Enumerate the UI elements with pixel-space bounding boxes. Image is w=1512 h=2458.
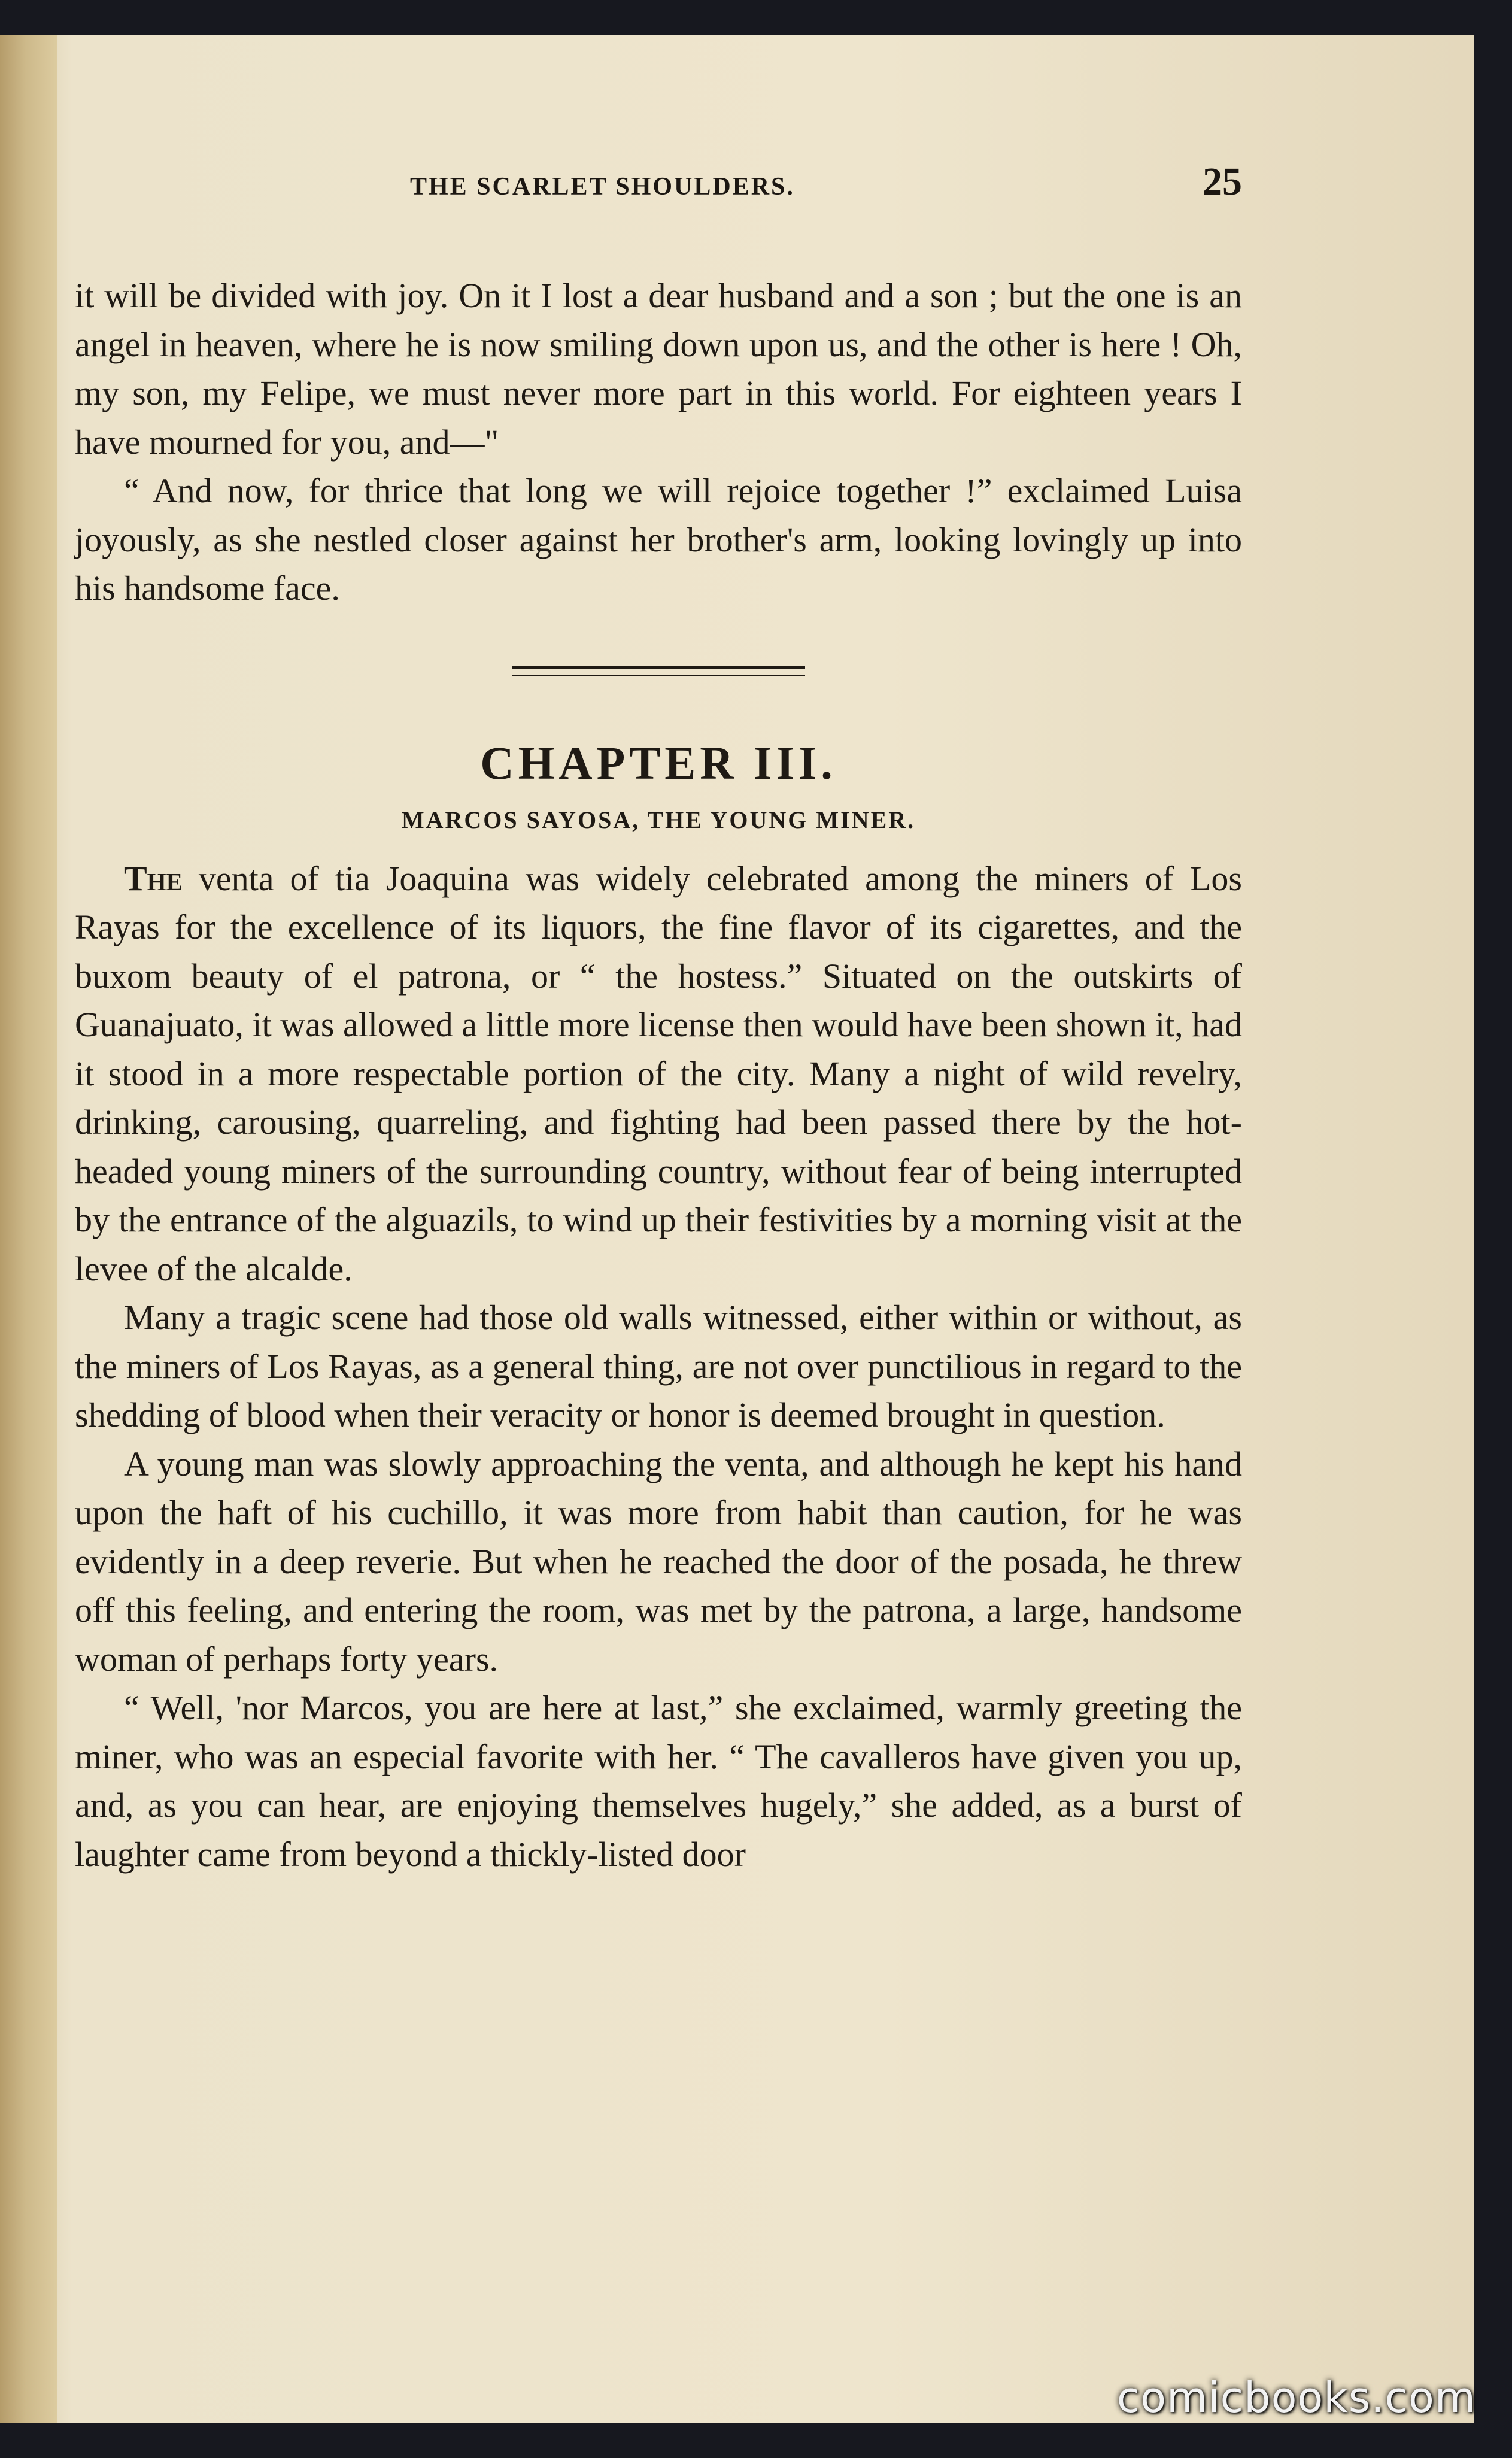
lead-word: The — [124, 858, 183, 898]
body-text — [75, 271, 1242, 1879]
section-divider-rule — [512, 666, 805, 676]
paragraph: “ Well, 'nor Marcos, you are here at last,” she exclaimed, warmly greeting the miner, who was an especial favorite with her. “ The cavalleros have given you up, and, as you can hear, are enjoying themselves hugely,” she added, as a burst of laughter came from beyond a thickly-listed door — [75, 1688, 1242, 1874]
book-page — [0, 35, 1474, 2423]
paragraph: Many a tragic scene had those old walls witnessed, either within or without, as the miners of Los Rayas, as a general thing, are not over punctilious in regard to the shedding of blood when their veracity or honor is deemed brought in question. — [75, 1298, 1242, 1434]
chapter-subtitle: MARCOS SAYOSA, THE YOUNG MINER. — [401, 806, 916, 833]
book-spine-gutter — [0, 35, 57, 2423]
page-number: 25 — [1203, 160, 1242, 204]
paragraph-text: venta of tia Joaquina was widely celebrated among the miners of Los Rayas for the excellence of its liquors, the fine flavor of its cigarettes, and the buxom beauty of el patrona, or “ the hostess.” Situated on the outskirts of Guanajuato, it was allowed a little more license then would have been shown it, had it stood in a more respectable portion of the city. Many a night of wild revelry, drinking, carousing, quarreling, and fighting had been passed there by the hot-headed young miners of the surrounding country, without fear of being interrupted by the entrance of the alguazils, to wind up their festivities by a morning visit at the levee of the alcalde. — [75, 858, 1242, 1288]
site-watermark: comicbooks.com — [1116, 2373, 1476, 2422]
running-head: THE SCARLET SHOULDERS. — [410, 173, 795, 201]
paragraph: A young man was slowly approaching the venta, and although he kept his hand upon the haft of his cuchillo, it was more from habit than caution, for he was evidently in a deep reverie. But when he reached the door of the posada, he threw off this feeling, and entering the room, was met by the patrona, a large, handsome woman of perhaps forty years. — [75, 1444, 1242, 1679]
paragraph: “ And now, for thrice that long we will rejoice together !” exclaimed Luisa joyously, as she nestled closer against her brother's arm, looking lovingly up into his handsome face. — [75, 471, 1242, 608]
paragraph: it will be divided with joy. On it I lost a dear husband and a son ; but the one is an angel in heaven, where he is now smiling down upon us, and the other is here ! Oh, my son, my Felipe, we must never more part in this world. For eighteen years I have mourned for you, and—" — [75, 276, 1242, 462]
chapter-title: CHAPTER III. — [480, 736, 837, 789]
paragraph — [75, 854, 1242, 1294]
page-header — [75, 148, 1242, 208]
